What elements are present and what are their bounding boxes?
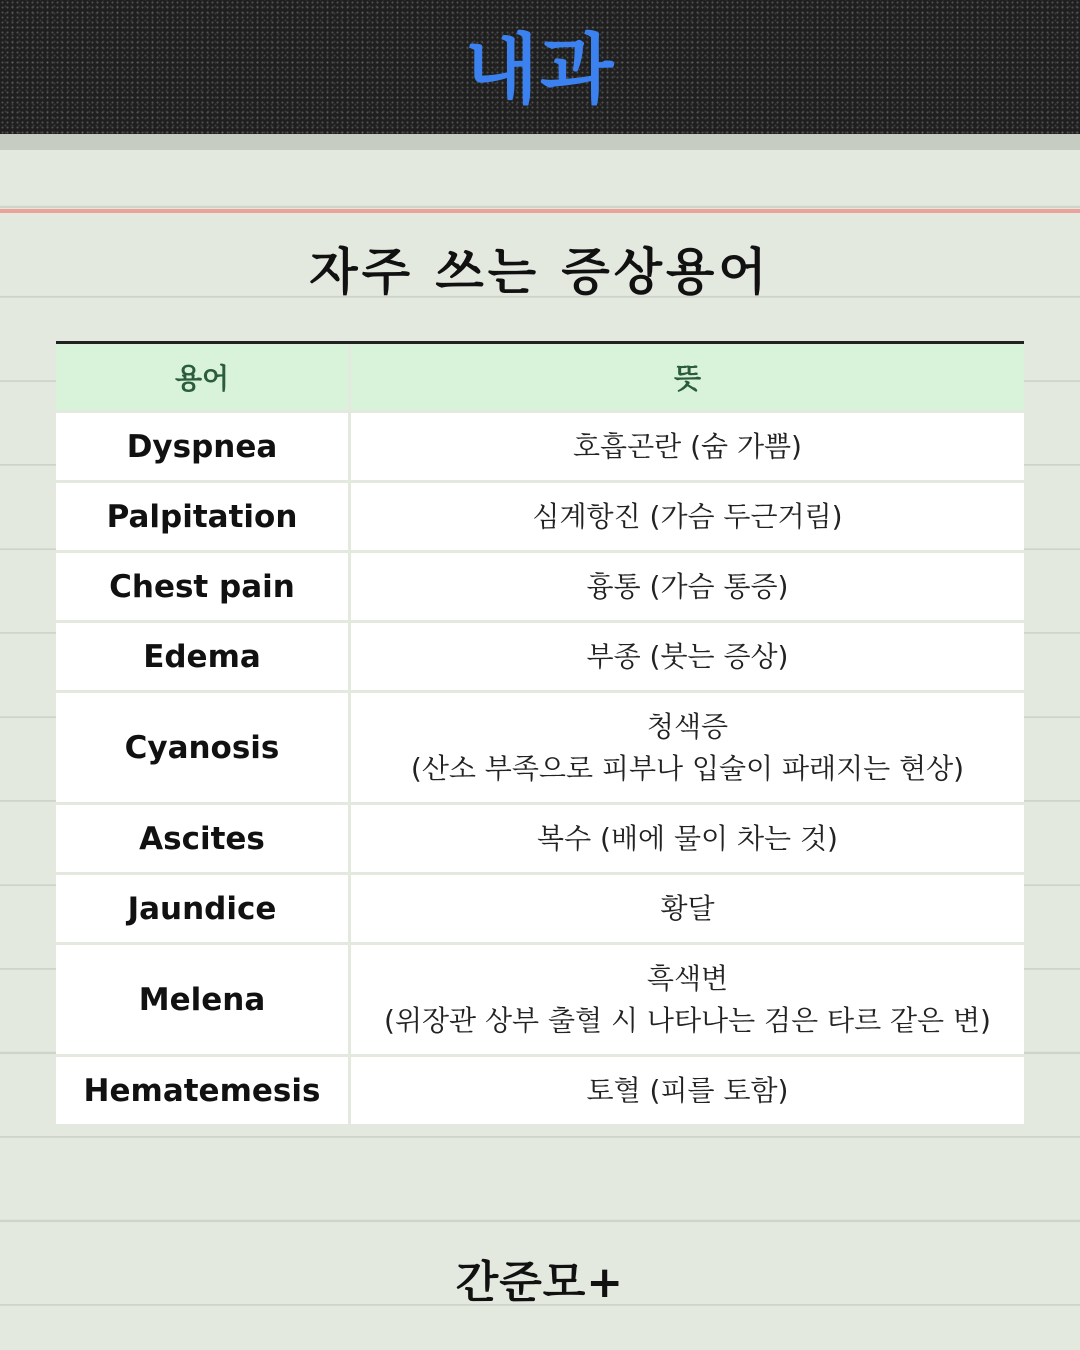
term-cell: Jaundice <box>56 875 351 945</box>
meaning-line: 복수 (배에 물이 차는 것) <box>537 821 838 855</box>
meaning-cell <box>351 875 1024 945</box>
table-row <box>56 413 1024 483</box>
term-cell: Edema <box>56 623 351 693</box>
meaning-line: (산소 부족으로 피부나 입술이 파래지는 현상) <box>410 751 965 785</box>
table-row <box>56 483 1024 553</box>
meaning-cell <box>351 623 1024 693</box>
margin-rule <box>0 209 1080 213</box>
table-row <box>56 1057 1024 1127</box>
term-cell: Palpitation <box>56 483 351 553</box>
header-term: 용어 <box>56 344 351 413</box>
meaning-cell <box>351 1057 1024 1127</box>
meaning-line: 청색증 <box>646 709 729 743</box>
meaning-cell <box>351 553 1024 623</box>
meaning-cell <box>351 693 1024 805</box>
meaning-line: 흑색변 <box>646 961 729 995</box>
table-row <box>56 945 1024 1057</box>
table-row <box>56 553 1024 623</box>
term-cell: Ascites <box>56 805 351 875</box>
term-cell: Dyspnea <box>56 413 351 483</box>
header-shadow <box>0 134 1080 150</box>
terms-table <box>56 344 1024 1127</box>
term-cell: Chest pain <box>56 553 351 623</box>
meaning-line: 호흡곤란 (숨 가쁨) <box>573 429 802 463</box>
term-cell: Melena <box>56 945 351 1057</box>
meaning-cell <box>351 805 1024 875</box>
meaning-line: 토혈 (피를 토함) <box>586 1073 789 1107</box>
brand-logo: 간준모+ <box>455 1257 625 1308</box>
page-title: 내과 <box>464 24 616 114</box>
meaning-line: 부종 (붓는 증상) <box>586 639 789 673</box>
meaning-cell <box>351 945 1024 1057</box>
meaning-line: 흉통 (가슴 통증) <box>586 569 789 603</box>
section-title: 자주 쓰는 증상용어 <box>309 243 771 301</box>
terms-table-container <box>56 341 1024 1127</box>
table-row <box>56 693 1024 805</box>
table-body <box>56 413 1024 1127</box>
meaning-cell <box>351 413 1024 483</box>
meaning-line: 황달 <box>660 891 715 925</box>
term-cell: Cyanosis <box>56 693 351 805</box>
meaning-line: 심계항진 (가슴 두근거림) <box>532 499 843 533</box>
table-row <box>56 875 1024 945</box>
header-banner <box>0 0 1080 134</box>
term-cell: Hematemesis <box>56 1057 351 1127</box>
header-meaning: 뜻 <box>351 344 1024 413</box>
table-row <box>56 805 1024 875</box>
table-header-row <box>56 344 1024 413</box>
meaning-cell <box>351 483 1024 553</box>
table-row <box>56 623 1024 693</box>
meaning-line: (위장관 상부 출혈 시 나타나는 검은 타르 같은 변) <box>384 1003 991 1037</box>
